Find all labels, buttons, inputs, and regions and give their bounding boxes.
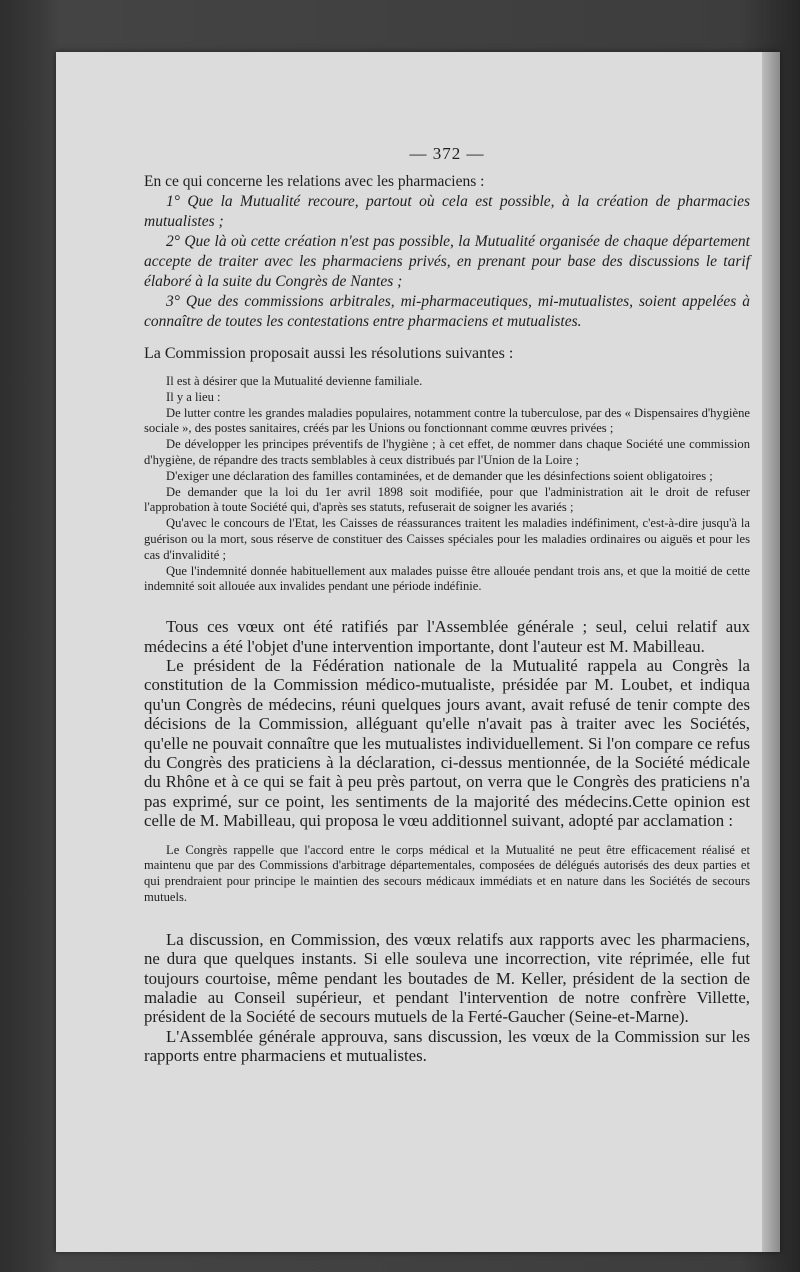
document-page [56, 52, 780, 1252]
resolution-8: Que l'indemnité donnée habituellement aux malades puisse être allouée pendant trois ans, et que la moitié de cette indemnité soit allouée aux invalides pendant une période indéfinie. [144, 563, 750, 594]
pharmaciens-item-1: 1° Que la Mutualité recoure, partout où cela est possible, à la création de pharmacies mutualistes ; [144, 193, 750, 230]
page-edge [762, 52, 780, 1252]
resolution-5: D'exiger une déclaration des familles contaminées, et de demander que les désinfections soient obligatoires ; [166, 468, 713, 483]
resolution-4: De développer les principes préventifs de l'hygiène ; à cet effet, de nommer dans chaque Société une commission d'hygiène, de répandre des tracts semblables à ceux distribués par l'Union de la Loire ; [144, 437, 750, 467]
resolution-6: De demander que la loi du 1er avril 1898 soit modifiée, pour que l'administration ait le droit de refuser l'approbation à toute Société qui, d'après ses statuts, refuserait de soigner les avariés ; [144, 484, 750, 515]
page-content [144, 144, 750, 1066]
page-number: — 372 — [409, 144, 485, 163]
discussion-paragraph-2: L'Assemblée générale approuva, sans discussion, les vœux de la Commission sur les rapports entre pharmaciens et mutualistes. [144, 1026, 750, 1066]
pharmaciens-intro: En ce qui concerne les relations avec les pharmaciens : [144, 173, 485, 190]
discussion-paragraph-1: La discussion, en Commission, des vœux relatifs aux rapports avec les pharmaciens, ne dura que quelques instants. Si elle souleva une incorrection, vite réprimée, elle fut toujours courtoise, même pendant les boutades de M. Keller, président de la section de maladie au Conseil supérieur, et pendant l'intervention de notre confrère Villette, président de la Société de secours mutuels de la Ferté-Gaucher (Seine-et-Marne). [144, 929, 750, 1027]
body-paragraph-2: Le président de la Fédération nationale de la Mutualité rappela au Congrès la constitution de la Commission médico-mutualiste, présidée par M. Loubet, et indiqua qu'un Congrès de médecins, réuni quelques jours avant, avait refusé de tenir compte des décisions de la Commission, alléguant qu'elle n'avait pas à traiter avec les Sociétés, qu'elle ne pouvait connaître que les mutualistes individuellement. Si l'on compare ce refus du Congrès des praticiens à la déclaration, ci-dessus mentionnée, de la Société médicale du Rhône et à ce qui se fait à peu près partout, on verra que le Congrès des praticiens n'a pas exprimé, sur ce point, les sentiments de la majorité des médecins.Cette opinion est celle de M. Mabilleau, qui proposa le vœu additionnel suivant, adopté par acclamation : [144, 655, 750, 831]
pharmaciens-item-3: 3° Que des commissions arbitrales, mi-pharmaceutiques, mi-mutualistes, soient appelées à connaître de toutes les contestations entre pharmaciens et mutualistes. [144, 293, 750, 330]
resolution-2: Il y a lieu : [166, 389, 221, 404]
pharmaciens-item-2: 2° Que là où cette création n'est pas possible, la Mutualité organisée de chaque département accepte de traiter avec les pharmaciens privés, en prenant pour base des discussions le tarif élaboré à la suite du Congrès de Nantes ; [144, 233, 750, 290]
voeu-additionnel: Le Congrès rappelle que l'accord entre le corps médical et la Mutualité ne peut être efficacement réalisé et maintenu que par des Commissions d'arbitrage départementales, composées de délégués autorisés des deux parties et qui prendraient pour principe le maintien des secours médicaux immédiats et en nature dans les Sociétés de secours mutuels. [144, 842, 750, 905]
resolution-1: Il est à désirer que la Mutualité devienne familiale. [166, 374, 423, 388]
resolution-7: Qu'avec le concours de l'Etat, les Caisses de réassurances traitent les maladies indéfiniment, c'est-à-dire jusqu'à la guérison ou la mort, sous réserve de constituer des Caisses spéciales pour les maladies ordinaires ou aiguës et pour les cas d'invalidité ; [144, 516, 750, 562]
body-paragraph-1: Tous ces vœux ont été ratifiés par l'Assemblée générale ; seul, celui relatif aux médecins a été l'objet d'une intervention importante, dont l'auteur est M. Mabilleau. [144, 617, 750, 656]
resolution-3: De lutter contre les grandes maladies populaires, notamment contre la tuberculose, par des « Dispensaires d'hygiène sociale », des postes sanitaires, créés par les Unions ou fonctionnant comme œuvres privées ; [144, 405, 750, 436]
commission-intro: La Commission proposait aussi les résolutions suivantes : [144, 345, 514, 362]
